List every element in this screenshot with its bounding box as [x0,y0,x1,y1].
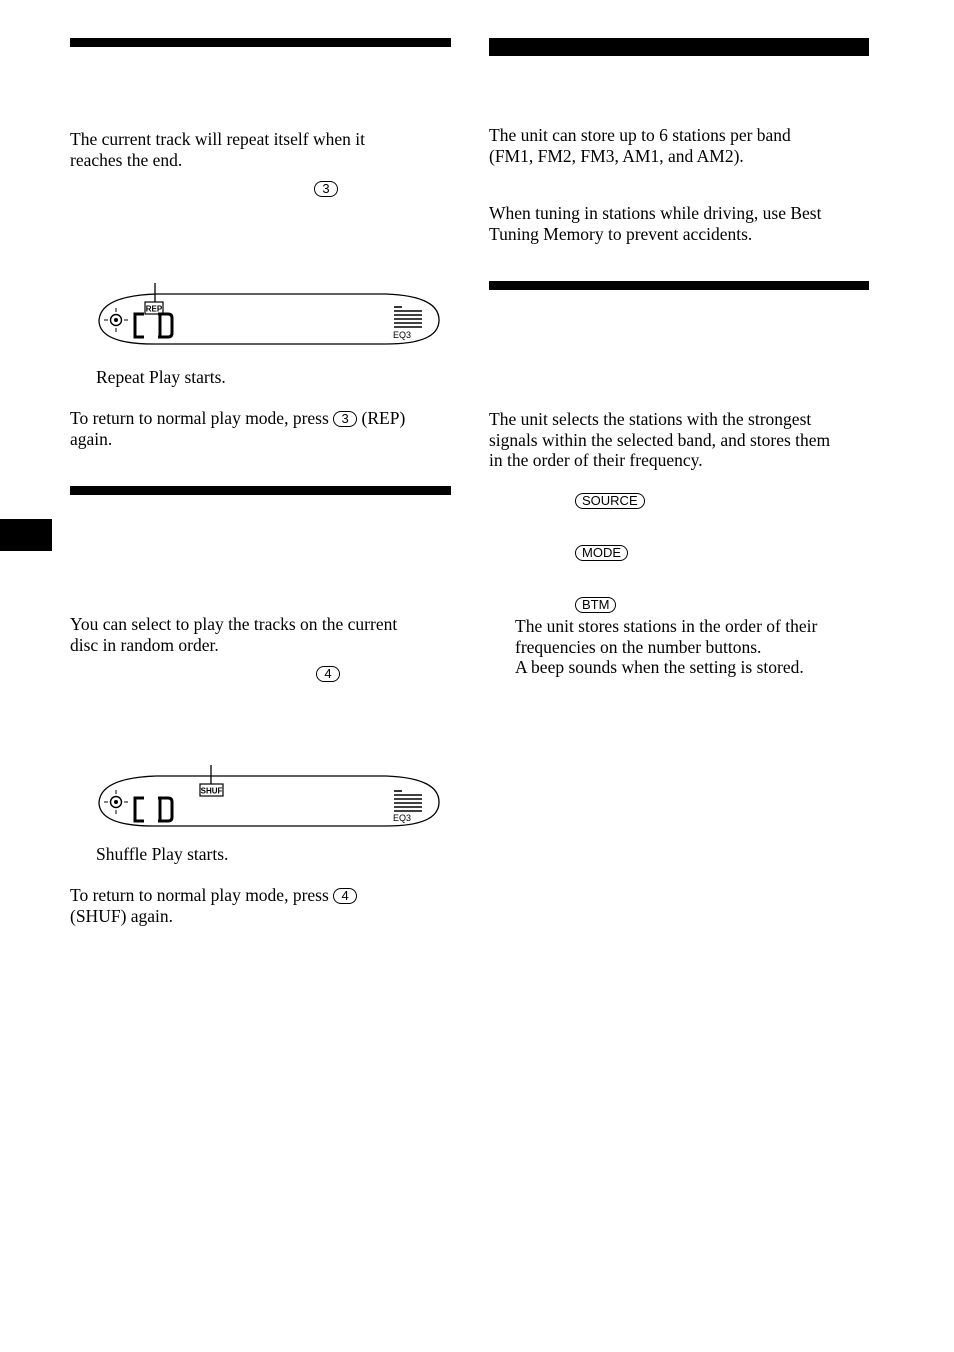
shuffle-intro [70,614,455,655]
cd-segment-text [135,798,172,821]
btm-key: BTM [575,597,616,613]
eq-bars-icon [394,791,422,811]
btm-intro-line-1: The unit selects the stations with the strongest [489,409,812,429]
repeat-intro-line-2: reaches the end. [70,149,183,170]
repeat-return-text: To return to normal play mode, press [70,408,329,428]
repeat-return-rep: (REP) [361,408,406,428]
shuffle-return [70,885,455,926]
repeat-return-line-2: again. [70,428,113,449]
repeat-return-line-1 [70,408,455,429]
memory-tip-line-2: Tuning Memory to prevent accidents. [489,223,753,244]
eq-label: EQ3 [393,330,412,340]
eq-bars-icon [394,307,422,327]
repeat-intro [70,129,455,170]
section-rule-btm [489,281,869,290]
memory-line-1: The unit can store up to 6 stations per band [489,125,791,145]
section-rule-memory [489,38,869,56]
memory-tip-line-1: When tuning in stations while driving, use Best [489,203,822,223]
repeat-display [96,282,442,348]
btm-intro-line-2: signals within the selected band, and stores them [489,429,831,450]
cd-segment-text [135,314,172,337]
repeat-intro-line-1: The current track will repeat itself when it [70,129,365,149]
btm-result-line-1: The unit stores stations in the order of their [515,616,818,636]
shuffle-key-4: 4 [316,666,340,682]
eq-label: EQ3 [393,813,412,823]
repeat-key-3: 3 [314,181,338,197]
shuffle-return-line-1 [70,885,455,906]
page-side-tab [0,519,52,551]
shuffle-return-text: To return to normal play mode, press [70,885,329,905]
section-rule-shuffle [70,486,451,495]
btm-result-line-2: frequencies on the number buttons. [515,636,762,657]
repeat-return-key: 3 [333,411,357,427]
btm-result-line-3: A beep sounds when the setting is stored. [515,657,804,677]
btm-result [515,616,875,678]
memory-tip [489,203,879,244]
repeat-return [70,408,455,449]
disc-icon [104,308,128,332]
disc-icon [104,790,128,814]
shuf-indicator-label: SHUF [200,786,223,796]
source-key: SOURCE [575,493,645,509]
section-rule-repeat [70,38,451,47]
shuffle-display [96,764,442,830]
memory-line-2: (FM1, FM2, FM3, AM1, and AM2). [489,145,744,166]
btm-intro-line-3: in the order of their frequency. [489,450,703,470]
shuffle-result: Shuffle Play starts. [96,844,229,864]
shuffle-return-key: 4 [333,888,357,904]
mode-key: MODE [575,545,628,561]
rep-indicator-label: REP [145,304,163,314]
shuffle-intro-line-1: You can select to play the tracks on the current [70,614,398,634]
shuffle-intro-line-2: disc in random order. [70,634,219,655]
btm-intro [489,409,879,471]
memory-intro [489,125,879,166]
repeat-result: Repeat Play starts. [96,367,226,387]
shuffle-return-line-2: (SHUF) again. [70,905,174,926]
